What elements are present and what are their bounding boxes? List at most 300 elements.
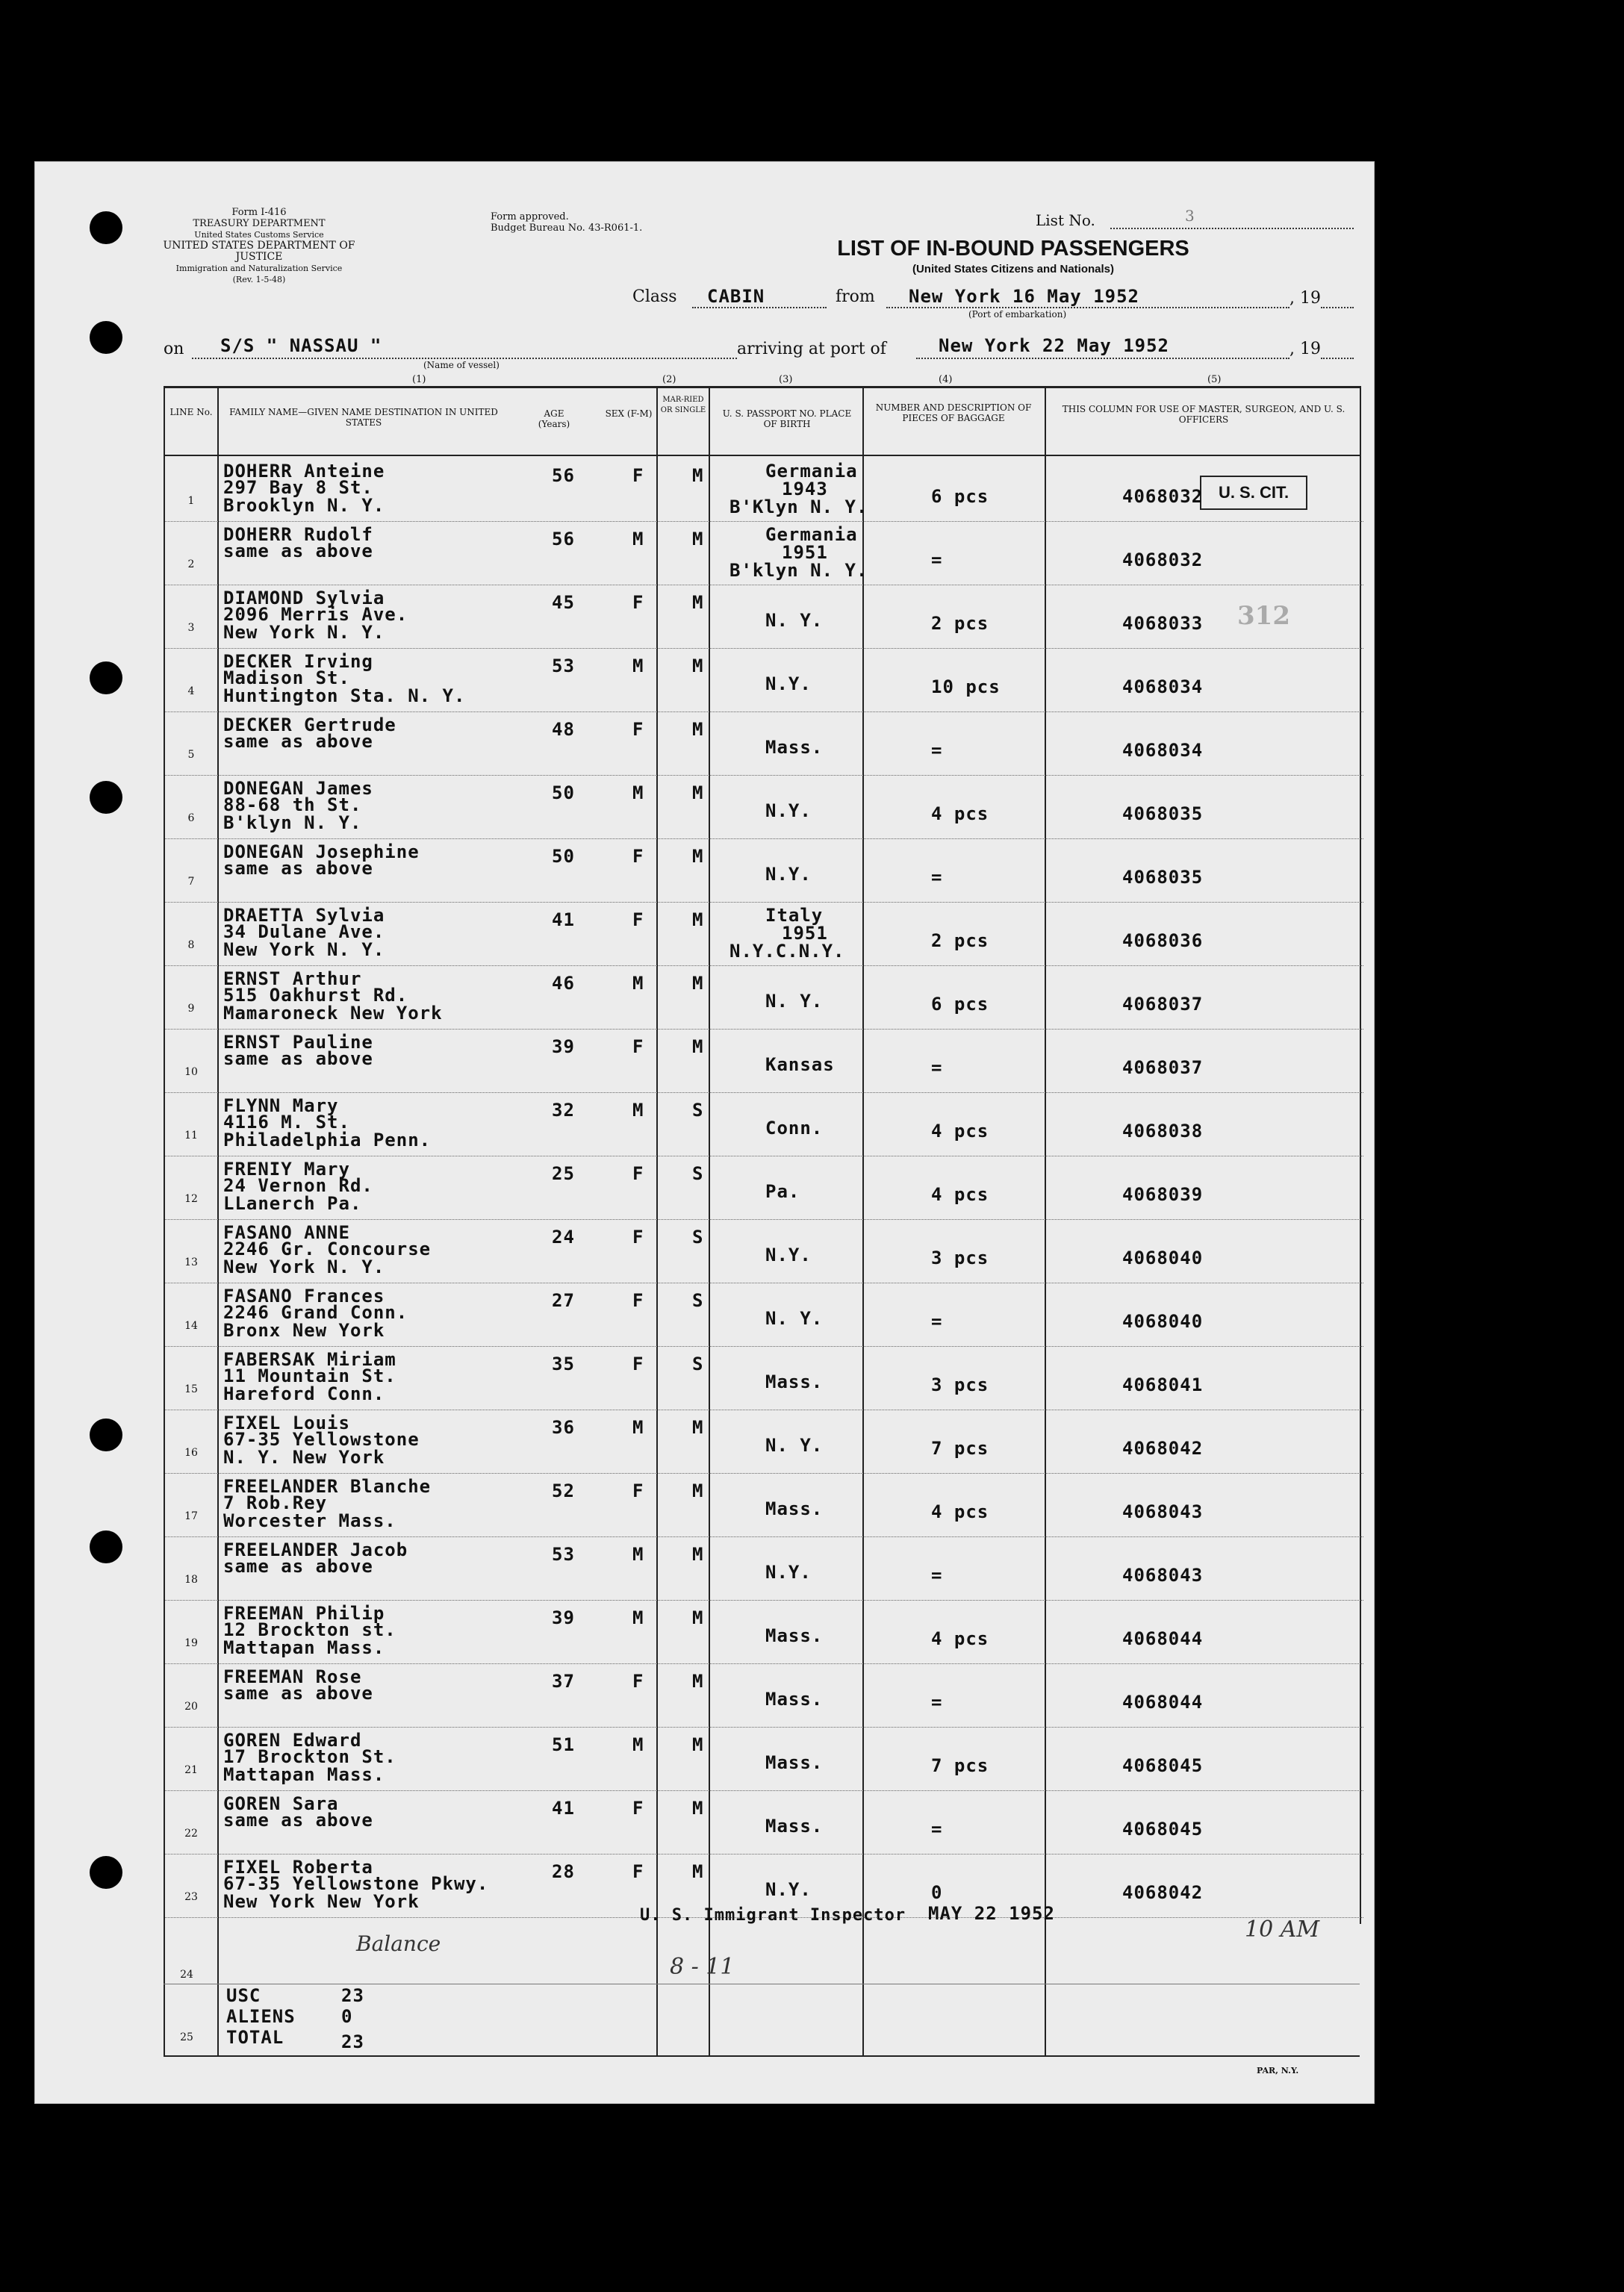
passenger-name: FABERSAK Miriam [223,1349,396,1370]
sex-cell: M [632,1544,644,1565]
passenger-name: DIAMOND Sylvia [223,588,385,608]
birthplace-cell: Conn. [765,1118,824,1139]
marital-status-cell: S [692,1100,704,1121]
from-year-suffix: , 19 [1289,289,1321,308]
usc-value: 23 [341,1985,364,2006]
from-line [886,307,1289,308]
passenger-name: ERNST Arthur [223,968,362,989]
destination-line-1: Madison St. [223,667,350,688]
col-divider-4 [862,386,864,2057]
line-number: 2 [187,558,195,570]
form-approval [491,211,715,234]
marital-status-cell: M [692,1480,704,1501]
sex-cell: F [632,719,644,740]
marital-status-cell: M [692,1036,704,1057]
age-cell: 39 [552,1607,575,1628]
baggage-cell: 7 pcs [931,1755,989,1776]
officer-number-cell: 4068032 [1122,549,1204,570]
binder-hole-3 [90,661,122,694]
table-bottom-border [164,2055,1360,2057]
officer-number-cell: 4068043 [1122,1565,1204,1586]
passenger-name: FASANO Frances [223,1286,385,1307]
table-left-border [164,386,165,2057]
sex-cell: F [632,1861,644,1882]
officer-number-cell: 4068043 [1122,1501,1204,1522]
marital-status-cell: M [692,1798,704,1819]
row-separator [165,648,1363,649]
baggage-cell: 3 pcs [931,1374,989,1395]
officer-number-cell: 4068036 [1122,930,1204,951]
line-number: 18 [184,1574,198,1586]
line-number: 17 [184,1510,198,1522]
officer-number-cell: 4068044 [1122,1692,1204,1713]
line-number: 7 [187,876,195,888]
destination-line-1: 4116 M. St. [223,1112,350,1133]
usc-label: USC [226,1985,261,2006]
marital-status-cell: M [692,592,704,613]
officer-number-cell: 4068044 [1122,1628,1204,1649]
baggage-cell: 6 pcs [931,486,989,507]
marital-status-cell: M [692,782,704,803]
officer-number-cell: 4068045 [1122,1755,1204,1776]
birthplace-cell: Kansas [765,1054,835,1075]
line-number: 6 [187,812,195,824]
age-cell: 28 [552,1861,575,1882]
sex-cell: F [632,1290,644,1311]
from-label: from [836,287,875,306]
passenger-name: FIXEL Louis [223,1413,350,1433]
passenger-name: FIXEL Roberta [223,1857,373,1878]
justice-dept: UNITED STATES DEPARTMENT OF JUSTICE [163,240,355,263]
destination-line-1: same as above [223,1556,373,1577]
printer-mark: PAR, N.Y. [1257,2066,1299,2075]
passenger-name: DONEGAN James [223,778,373,799]
sex-cell: M [632,655,644,676]
arriving-line [916,358,1289,359]
destination-line-1: 34 Dulane Ave. [223,921,385,942]
row-separator [165,902,1363,903]
vessel-line [192,358,737,359]
from-year-line [1321,307,1354,308]
header-passport: U. S. PASSPORT NO. PLACE OF BIRTH [722,408,852,429]
baggage-cell: = [931,1565,943,1586]
row-separator [165,1854,1363,1855]
baggage-cell: = [931,740,943,761]
birthplace-cell: Italy [765,905,824,926]
destination-line-2: New York New York [223,1891,420,1912]
birthplace-cell: N.Y. [765,673,812,694]
line-number: 11 [184,1130,198,1142]
officer-number-cell: 4068035 [1122,803,1204,824]
baggage-cell: 10 pcs [931,676,1001,697]
destination-line-2: LLanerch Pa. [223,1193,362,1214]
passenger-name: DOHERR Rudolf [223,524,373,545]
destination-line-2: New York N. Y. [223,1256,385,1277]
birthplace-cell: N. Y. [765,991,824,1012]
handwritten-count: 8 - 11 [670,1954,735,1980]
destination-line-1: 7 Rob.Rey [223,1492,328,1513]
destination-line-1: same as above [223,731,373,752]
row-separator [165,1536,1363,1537]
arriving-year-suffix: , 19 [1289,340,1321,358]
destination-line-1: 67-35 Yellowstone Pkwy. [223,1873,489,1894]
marital-status-cell: M [692,1671,704,1692]
officer-number-cell: 4068040 [1122,1311,1204,1332]
officer-number-cell: 4068041 [1122,1374,1204,1395]
treasury-dept: TREASURY DEPARTMENT [193,218,326,229]
line-number: 21 [184,1764,198,1776]
us-citizen-stamp: U. S. CIT. [1200,476,1307,510]
line-number: 15 [184,1383,198,1395]
destination-line-2: B'klyn N. Y. [223,812,362,833]
baggage-cell: 4 pcs [931,1184,989,1205]
form-subtitle: (United States Citizens and Nationals) [912,263,1115,275]
marital-status-cell: M [692,1417,704,1438]
col-num-4: (4) [939,374,953,385]
destination-line-2: Brooklyn N. Y. [223,495,385,516]
on-label: on [164,340,184,358]
row-separator [165,1790,1363,1791]
sex-cell: F [632,846,644,867]
birthplace-cell: Mass. [765,1689,824,1710]
header-age: AGE (Years) [538,408,570,429]
destination-line-2: N. Y. New York [223,1447,385,1468]
col-num-1: (1) [412,374,426,385]
line-number: 5 [187,749,195,761]
header-married: MAR-RIED OR SINGLE [660,396,706,414]
age-cell: 45 [552,592,575,613]
stamp-number: 312 [1237,601,1290,631]
binder-hole-4 [90,781,122,814]
sex-cell: M [632,1607,644,1628]
age-cell: 46 [552,973,575,994]
baggage-cell: = [931,549,943,570]
sex-cell: F [632,592,644,613]
row-separator [165,1663,1363,1664]
age-cell: 48 [552,719,575,740]
birthplace-cell: Pa. [765,1181,800,1202]
marital-status-cell: M [692,1861,704,1882]
baggage-cell: 0 [931,1882,943,1903]
officer-number-cell: 4068042 [1122,1438,1204,1459]
age-cell: 25 [552,1163,575,1184]
destination-line-1: 67-35 Yellowstone [223,1429,420,1450]
destination-line-1: 2246 Gr. Concourse [223,1239,432,1259]
sex-cell: M [632,1417,644,1438]
header-line-no: LINE No. [169,407,213,417]
sex-cell: M [632,1100,644,1121]
total-value: 23 [341,2031,364,2052]
birthplace-cell: Mass. [765,1752,824,1773]
destination-line-1: same as above [223,858,373,879]
baggage-cell: = [931,1311,943,1332]
list-no-value: 3 [1185,207,1195,225]
age-cell: 41 [552,1798,575,1819]
col-divider-3 [709,386,710,2057]
passenger-name: DRAETTA Sylvia [223,905,385,926]
binder-hole-6 [90,1530,122,1563]
row-separator [165,1473,1363,1474]
sex-cell: F [632,1480,644,1501]
passenger-name: FREELANDER Blanche [223,1476,432,1497]
sex-cell: F [632,1036,644,1057]
table-right-border [1360,386,1361,1924]
destination-line-2: Mamaroneck New York [223,1003,443,1024]
row-separator [165,1092,1363,1093]
destination-line-1: 88-68 th St. [223,794,362,815]
date-stamp: MAY 22 1952 [928,1903,1055,1924]
baggage-cell: 4 pcs [931,1121,989,1142]
destination-line-2: Philadelphia Penn. [223,1130,432,1150]
binder-hole-2 [90,321,122,354]
baggage-cell: = [931,1819,943,1840]
baggage-cell: = [931,867,943,888]
marital-status-cell: M [692,846,704,867]
binder-hole-1 [90,211,122,244]
row-separator [165,1219,1363,1220]
form-revision: (Rev. 1-5-48) [232,275,286,284]
sex-cell: F [632,1354,644,1374]
birthplace-year: 1951 [782,923,828,944]
age-cell: 39 [552,1036,575,1057]
line-number-24: 24 [180,1969,193,1981]
line-number: 8 [187,939,195,951]
row-separator [165,775,1363,776]
birthplace-cell: N.Y. [765,1245,812,1265]
baggage-cell: 3 pcs [931,1248,989,1268]
baggage-cell: 4 pcs [931,1628,989,1649]
binder-hole-5 [90,1419,122,1451]
total-label: TOTAL [226,2027,284,2048]
destination-line-1: same as above [223,1810,373,1831]
officer-number-cell: 4068037 [1122,994,1204,1015]
age-cell: 24 [552,1227,575,1248]
destination-line-2: Worcester Mass. [223,1510,396,1531]
row-separator [165,1029,1363,1030]
birthplace-cell: Mass. [765,1371,824,1392]
passenger-name: ERNST Pauline [223,1032,373,1053]
destination-line-1: 24 Vernon Rd. [223,1175,373,1196]
destination-line-2: Huntington Sta. N. Y. [223,685,466,706]
birthplace-cell: N. Y. [765,610,824,631]
officer-number-cell: 4068045 [1122,1819,1204,1840]
manifest-page [34,161,1375,2104]
officer-number-cell: 4068035 [1122,867,1204,888]
list-no-label: List No. [1036,211,1095,229]
passenger-name: DONEGAN Josephine [223,841,420,862]
col-divider-1 [217,386,219,2057]
officer-number-cell: 4068037 [1122,1057,1204,1078]
age-cell: 35 [552,1354,575,1374]
age-cell: 56 [552,529,575,549]
officer-number-cell: 4068034 [1122,740,1204,761]
marital-status-cell: M [692,465,704,486]
passenger-name: DOHERR Anteine [223,461,385,482]
line-number: 3 [187,622,195,634]
passenger-name: FREEMAN Rose [223,1666,362,1687]
baggage-cell: 4 pcs [931,1501,989,1522]
sex-cell: F [632,909,644,930]
row-separator [165,1600,1363,1601]
passenger-name: FLYNN Mary [223,1095,339,1116]
marital-status-cell: S [692,1354,704,1374]
line-number: 22 [184,1828,198,1840]
row-separator [165,1346,1363,1347]
list-no-line [1110,228,1354,229]
baggage-cell: 2 pcs [931,613,989,634]
marital-status-cell: M [692,909,704,930]
passenger-name: FRENIY Mary [223,1159,350,1180]
age-cell: 41 [552,909,575,930]
marital-status-cell: M [692,973,704,994]
baggage-cell: 4 pcs [931,803,989,824]
passenger-name: FASANO ANNE [223,1222,350,1243]
arriving-year-line [1321,358,1354,359]
birthplace-residence: N.Y.C.N.Y. [729,941,845,962]
birthplace-cell: Mass. [765,737,824,758]
birthplace-cell: Mass. [765,1498,824,1519]
officer-number-cell: 4068038 [1122,1121,1204,1142]
line-number: 20 [184,1701,198,1713]
row-separator [165,711,1363,712]
marital-status-cell: S [692,1227,704,1248]
sex-cell: F [632,1163,644,1184]
age-cell: 37 [552,1671,575,1692]
destination-line-1: 2246 Grand Conn. [223,1302,408,1323]
destination-line-1: same as above [223,1048,373,1069]
col-num-2: (2) [662,374,676,385]
inspector-label: U. S. Immigrant Inspector [640,1906,906,1925]
destination-line-1: 297 Bay 8 St. [223,477,373,498]
line-number: 12 [184,1193,198,1205]
table-top-border [164,386,1360,388]
marital-status-cell: S [692,1290,704,1311]
sex-cell: F [632,1227,644,1248]
header-officers: THIS COLUMN FOR USE OF MASTER, SURGEON, AND U. S. OFFICERS [1062,404,1345,425]
officer-number-cell: 4068039 [1122,1184,1204,1205]
destination-line-1: 2096 Merris Ave. [223,604,408,625]
passenger-name: FREEMAN Philip [223,1603,385,1624]
birthplace-cell: Mass. [765,1625,824,1646]
line-number: 19 [184,1637,198,1649]
passenger-name: DECKER Irving [223,651,373,672]
birthplace-year: 1951 [782,542,828,563]
header-sex: SEX (F-M) [605,408,653,419]
line-number: 13 [184,1256,198,1268]
destination-line-1: 515 Oakhurst Rd. [223,985,408,1006]
officer-number-cell: 4068042 [1122,1882,1204,1903]
marital-status-cell: M [692,1734,704,1755]
sex-cell: M [632,782,644,803]
line-number: 23 [184,1891,198,1903]
marital-status-cell: M [692,655,704,676]
birthplace-cell: Germania [765,524,858,545]
baggage-cell: 6 pcs [931,994,989,1015]
aliens-label: ALIENS [226,2006,296,2027]
destination-line-2: Bronx New York [223,1320,385,1341]
destination-line-1: same as above [223,541,373,561]
sex-cell: F [632,465,644,486]
age-cell: 36 [552,1417,575,1438]
binder-hole-7 [90,1856,122,1889]
budget-text: Budget Bureau No. 43-R061-1. [491,222,643,234]
row-separator [165,521,1363,522]
baggage-cell: 2 pcs [931,930,989,951]
destination-line-1: 12 Brockton st. [223,1619,396,1640]
vessel-caption: (Name of vessel) [423,360,500,370]
line-number: 9 [187,1003,195,1015]
birthplace-cell: N.Y. [765,864,812,885]
age-cell: 53 [552,1544,575,1565]
vessel-value: S/S " NASSAU " [220,335,382,356]
arriving-label: arriving at port of [737,340,886,358]
marital-status-cell: M [692,529,704,549]
destination-line-2: Hareford Conn. [223,1383,385,1404]
handwritten-balance: Balance [356,1931,441,1956]
ins-service: Immigration and Naturalization Service [175,264,343,273]
approved-text: Form approved. [491,211,569,222]
passenger-name: FREELANDER Jacob [223,1539,408,1560]
aliens-value: 0 [341,2006,353,2027]
col-divider-5 [1045,386,1046,2057]
col-num-3: (3) [779,374,793,385]
form-title: LIST OF IN-BOUND PASSENGERS [837,237,1189,261]
baggage-cell: = [931,1057,943,1078]
arriving-value: New York 22 May 1952 [939,335,1169,356]
col-divider-2 [656,386,658,2057]
baggage-cell: 7 pcs [931,1438,989,1459]
passenger-name: GOREN Edward [223,1730,362,1751]
birthplace-year: 1943 [782,479,828,499]
officer-number-cell: 4068032 [1122,486,1204,507]
customs-service: United States Customs Service [194,230,324,240]
passenger-name: GOREN Sara [223,1793,339,1814]
line-number: 14 [184,1320,198,1332]
age-cell: 50 [552,846,575,867]
birthplace-cell: N.Y. [765,1879,812,1900]
line-number-25: 25 [180,2031,193,2043]
sex-cell: F [632,1798,644,1819]
age-cell: 53 [552,655,575,676]
birthplace-cell: Mass. [765,1816,824,1837]
destination-line-1: 11 Mountain St. [223,1365,396,1386]
marital-status-cell: M [692,719,704,740]
birthplace-cell: N. Y. [765,1308,824,1329]
handwritten-time: 10 AM [1245,1916,1320,1943]
birthplace-residence: B'Klyn N. Y. [729,496,868,517]
destination-line-2: Mattapan Mass. [223,1637,385,1658]
marital-status-cell: S [692,1163,704,1184]
birthplace-cell: Germania [765,461,858,482]
sex-cell: M [632,1734,644,1755]
col-num-5: (5) [1207,374,1222,385]
marital-status-cell: M [692,1544,704,1565]
age-cell: 56 [552,465,575,486]
header-baggage: NUMBER AND DESCRIPTION OF PIECES OF BAGGAGE [875,402,1032,423]
birthplace-residence: B'klyn N. Y. [729,560,868,581]
port-embarkation-caption: (Port of embarkation) [968,309,1067,320]
destination-line-2: New York N. Y. [223,622,385,643]
line-number: 1 [187,495,195,507]
class-value: CABIN [707,286,765,307]
baggage-cell: = [931,1692,943,1713]
line-number: 10 [184,1066,198,1078]
destination-line-1: 17 Brockton St. [223,1746,396,1767]
destination-line-1: same as above [223,1683,373,1704]
officer-number-cell: 4068040 [1122,1248,1204,1268]
destination-line-2: Mattapan Mass. [223,1764,385,1785]
sex-cell: F [632,1671,644,1692]
